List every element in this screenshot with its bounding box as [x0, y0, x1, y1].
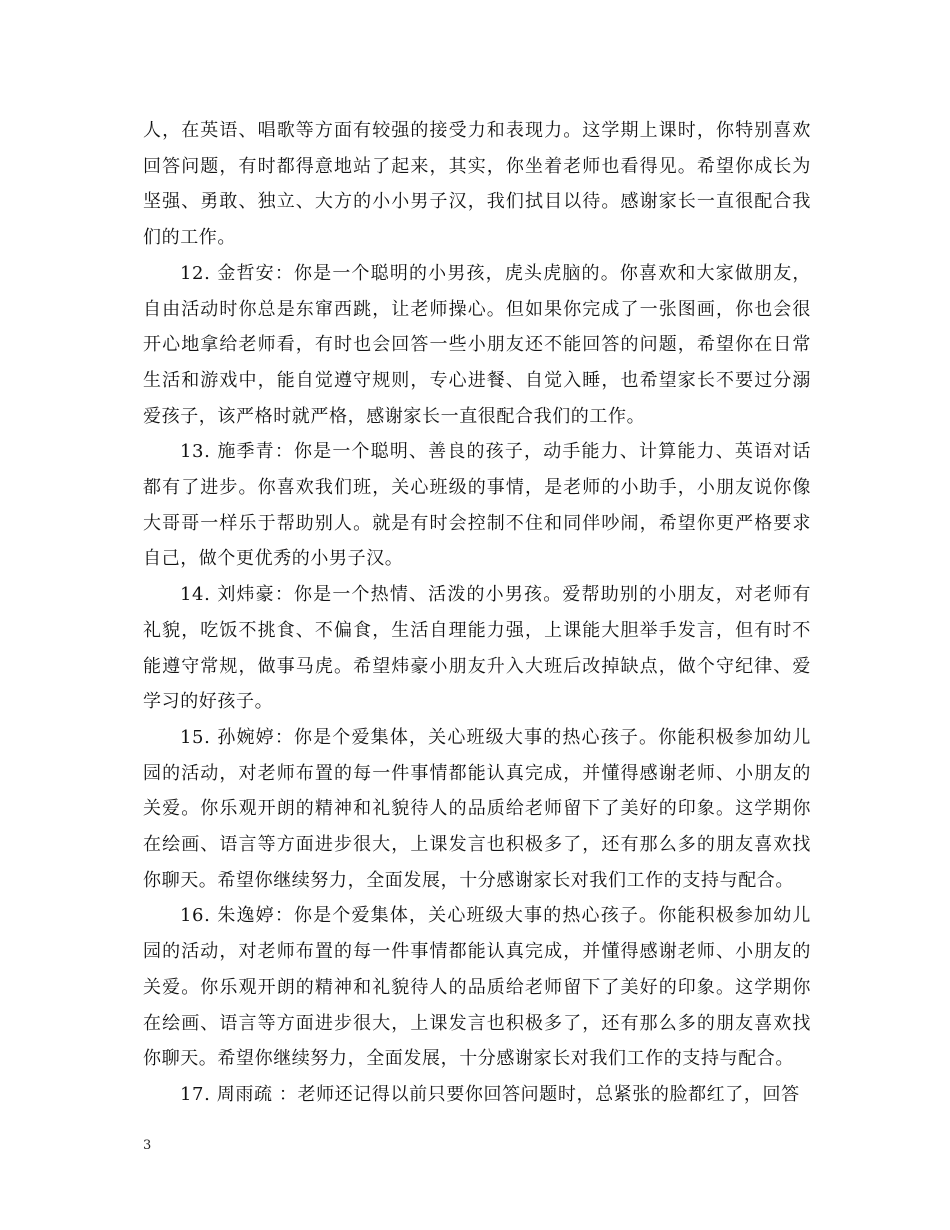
paragraph-comment-12: 12. 金哲安：你是一个聪明的小男孩，虎头虎脑的。你喜欢和大家做朋友，自由活动时你总是东窜西跳，让老师操心。但如果你完成了一张图画，你也会很开心地拿给老师看，有时也会回答一些小朋友还不能回答的问题，希望你在日常生活和游戏中，能自觉遵守规则，专心进餐、自觉入睡，也希望家长不要过分溺爱孩子，该严格时就严格，感谢家长一直很配合我们的工作。 — [143, 262, 811, 427]
document-body — [143, 113, 811, 1113]
paragraph-comment-15: 15. 孙婉婷：你是个爱集体，关心班级大事的热心孩子。你能积极参加幼儿园的活动，对老师布置的每一件事情都能认真完成，并懂得感谢老师、小朋友的关爱。你乐观开朗的精神和礼貌待人的品质给老师留下了美好的印象。这学期你在绘画、语言等方面进步很大，上课发言也积极多了，还有那么多的朋友喜欢找你聊天。希望你继续努力，全面发展，十分感谢家长对我们工作的支持与配合。 — [143, 726, 811, 891]
page-number: 3 — [143, 1138, 152, 1153]
paragraph-continuation: 人，在英语、唱歌等方面有较强的接受力和表现力。这学期上课时，你特别喜欢回答问题，有时都得意地站了起来，其实，你坐着老师也看得见。希望你成长为坚强、勇敢、独立、大方的小小男子汉，我们拭目以待。感谢家长一直很配合我们的工作。 — [143, 120, 811, 249]
paragraph-comment-16: 16. 朱逸婷：你是个爱集体，关心班级大事的热心孩子。你能积极参加幼儿园的活动，对老师布置的每一件事情都能认真完成，并懂得感谢老师、小朋友的关爱。你乐观开朗的精神和礼貌待人的品质给老师留下了美好的印象。这学期你在绘画、语言等方面进步很大，上课发言也积极多了，还有那么多的朋友喜欢找你聊天。希望你继续努力，全面发展，十分感谢家长对我们工作的支持与配合。 — [143, 905, 811, 1070]
paragraph-comment-17: 17. 周雨疏 ：老师还记得以前只要你回答问题时，总紧张的脸都红了，回答 — [180, 1083, 800, 1105]
paragraph-comment-14: 14. 刘炜豪：你是一个热情、活泼的小男孩。爱帮助别的小朋友，对老师有礼貌，吃饭不挑食、不偏食，生活自理能力强，上课能大胆举手发言，但有时不能遵守常规，做事马虎。希望炜豪小朋友升入大班后改掉缺点，做个守纪律、爱学习的好孩子。 — [143, 584, 811, 713]
paragraph-comment-13: 13. 施季青：你是一个聪明、善良的孩子，动手能力、计算能力、英语对话都有了进步。你喜欢我们班，关心班级的事情，是老师的小助手，小朋友说你像大哥哥一样乐于帮助别人。就是有时会控制不住和同伴吵闹，希望你更严格要求自己，做个更优秀的小男子汉。 — [143, 441, 811, 570]
